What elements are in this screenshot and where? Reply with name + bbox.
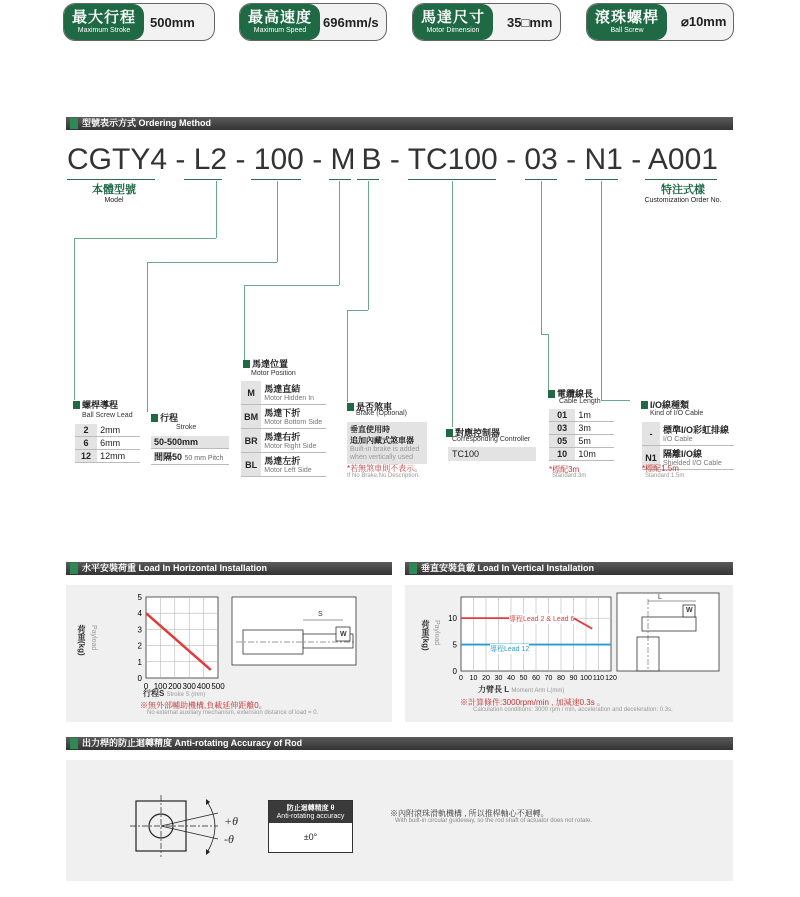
v-xtick: 40 <box>507 675 515 682</box>
spec-label-en: Maximum Speed <box>253 26 307 34</box>
v-xtick: 80 <box>557 675 565 682</box>
table-row <box>549 448 614 461</box>
spec-label-zh: 馬達尺寸 <box>421 8 486 26</box>
v-xlabel-zh: 力臂長 L <box>478 685 510 694</box>
stroke-en: Stroke <box>176 424 197 431</box>
v-series2-label: 導程Lead 12 <box>490 646 530 653</box>
code-motor: M <box>330 143 356 176</box>
model-label <box>80 181 148 204</box>
h-xtick: 500 <box>211 682 225 691</box>
v-xlabel-en: Moment Arm L(mm) <box>511 688 565 694</box>
brake-box <box>347 422 427 464</box>
v-xtick: 120 <box>605 675 617 682</box>
v-xlabel <box>478 684 564 695</box>
code-brake: B <box>361 143 382 176</box>
v-ytick: 10 <box>448 614 457 624</box>
motor-zh: 馬達直結 <box>264 384 301 394</box>
code-dash: - <box>566 143 577 176</box>
table-row <box>549 409 614 422</box>
spec-value: 35□mm <box>507 14 553 30</box>
table-cell: 50-500mm <box>151 436 229 449</box>
horizontal-bar: 水平安裝荷重 Load In Horizontal Installation <box>66 562 392 575</box>
table-cell: 01 <box>549 409 575 422</box>
spec-value: 696mm/s <box>323 14 379 30</box>
code-dash: - <box>175 143 186 176</box>
connector <box>601 400 630 401</box>
v-series1-label: 導程Lead 2 & Lead 6 <box>509 616 575 623</box>
h-ytick: 0 <box>137 674 142 683</box>
h-diagram-w: W <box>340 631 347 638</box>
table-cell: 5m <box>575 435 614 448</box>
v-xtick: 50 <box>519 675 528 682</box>
custom-label-zh: 特注式樣 <box>661 184 705 196</box>
table-row <box>151 436 229 449</box>
code-dash: - <box>235 143 246 176</box>
spec-label-en: Motor Dimension <box>426 26 480 34</box>
motor-zh: 馬達右折 <box>264 432 301 442</box>
table-cell: BR <box>241 429 261 453</box>
h-ytick: 2 <box>137 641 142 651</box>
io-title: I/O線種類 <box>641 398 689 411</box>
code-custom: A001 <box>647 143 718 176</box>
lead-en: Ball Screw Lead <box>82 412 133 419</box>
model-label-zh: 本體型號 <box>92 184 136 196</box>
connector <box>339 181 340 285</box>
cable-note-en: Standard:3m <box>552 473 587 479</box>
table-cell: 03 <box>549 422 575 435</box>
spec-label-en: Ball Screw <box>610 26 644 34</box>
v-note-en: Calculation conditions: 3000 rpm / min, acceleration and deceleration: 0.3s. <box>473 707 673 713</box>
code-model: CGTY4 <box>67 143 168 176</box>
h-diagram-s: S <box>318 611 323 618</box>
table-cell: 10 <box>549 448 575 461</box>
stroke-pitch-en: 50 mm Pitch <box>184 455 224 462</box>
cable-en: Cable Length <box>559 398 601 405</box>
h-xtick: 100 <box>153 682 168 691</box>
motor-table <box>241 381 326 477</box>
motor-zh: 馬達左折 <box>264 456 301 466</box>
underline <box>67 179 155 180</box>
h-ylabel-en: Payload <box>90 625 97 651</box>
motor-title: 馬達位置 <box>243 357 288 370</box>
cable-table <box>549 409 614 461</box>
v-note: ※計算條件:3000rpm/min , 加減速0.3s 。 <box>460 698 605 707</box>
connector <box>244 285 339 286</box>
spec-label <box>413 4 493 40</box>
v-diagram-l: L <box>658 594 662 601</box>
rod-note-en: With built-in circular guideway, so the rod shaft of actuator does not rotate. <box>395 818 592 824</box>
v-ytick: 5 <box>452 640 457 650</box>
v-xtick: 100 <box>580 675 592 682</box>
spec-label-zh: 最高速度 <box>248 8 313 26</box>
v-xtick: 30 <box>494 675 503 682</box>
table-cell <box>261 405 326 429</box>
table-cell: 2mm <box>97 424 140 437</box>
underline <box>408 179 496 180</box>
controller-en: Corresponding Controller <box>452 436 531 443</box>
h-xtick: 400 <box>196 682 211 691</box>
rod-box <box>268 800 353 853</box>
code-controller: TC100 <box>407 143 498 176</box>
underline <box>184 179 222 180</box>
h-note-en: No external auxiliary mechanism, extension distance of load = 0. <box>147 710 319 716</box>
v-xtick: 90 <box>569 675 578 682</box>
spec-value: 500mm <box>150 14 195 30</box>
table-cell: 12 <box>75 450 97 463</box>
connector <box>147 262 148 412</box>
io-zh: 隔離I/O線 <box>662 449 702 459</box>
spec-ball-screw <box>586 3 734 41</box>
table-cell: 6 <box>75 437 97 450</box>
table-row <box>241 429 326 453</box>
v-ytick-zero: 0 <box>452 667 457 676</box>
connector <box>347 310 368 311</box>
motor-en: Motor Position <box>251 370 296 377</box>
code-dash: - <box>506 143 517 176</box>
connector <box>452 181 453 427</box>
v-xtick: 10 <box>469 675 478 682</box>
table-cell <box>261 453 326 477</box>
table-cell: 10m <box>575 448 614 461</box>
rod-box-en: Anti-rotating accuracy <box>276 813 345 820</box>
controller-title: 對應控制器 <box>446 426 500 439</box>
spec-label <box>64 4 144 40</box>
table-cell: N1 <box>642 446 660 470</box>
connector <box>277 181 278 262</box>
table-cell: 05 <box>549 435 575 448</box>
v-ylabel-zh: 荷重(kg) <box>421 620 430 651</box>
underline <box>525 179 557 180</box>
stroke-pitch-zh: 間隔50 <box>154 452 183 462</box>
table-row <box>241 453 326 477</box>
lead-table <box>75 424 140 463</box>
h-note: ※無外部輔助機構,負載延伸距離0。 <box>140 701 267 710</box>
io-zh: 標準I/O彩虹排線 <box>662 425 729 435</box>
connector <box>74 238 216 239</box>
underline <box>329 179 351 180</box>
brake-en1: Built-in brake is added <box>350 446 420 453</box>
h-ytick: 1 <box>137 657 142 667</box>
table-cell: M <box>241 381 261 405</box>
io-note: *標配1.5m <box>642 464 679 473</box>
rod-value: ±0° <box>303 832 318 842</box>
table-row <box>642 422 734 446</box>
motor-en: Motor Right Side <box>264 443 317 450</box>
io-en: I/O Cable <box>662 436 693 443</box>
h-xlabel <box>143 688 205 699</box>
table-cell: - <box>642 422 660 446</box>
brake-title: 是否煞車 <box>347 400 392 413</box>
table-cell: 6mm <box>97 437 140 450</box>
h-ytick: 4 <box>137 609 142 619</box>
table-row <box>75 450 140 463</box>
cable-title: 電纜線長 <box>548 387 593 400</box>
table-cell: 2 <box>75 424 97 437</box>
connector <box>147 262 277 263</box>
cable-note: *標配3m <box>549 465 580 474</box>
table-cell <box>151 449 229 465</box>
table-cell: 3m <box>575 422 614 435</box>
brake-en: Brake (Optional) <box>356 410 407 417</box>
table-row <box>75 437 140 450</box>
spec-label-zh: 滾珠螺桿 <box>595 8 660 26</box>
code-io: N1 <box>584 143 623 176</box>
motor-zh: 馬達下折 <box>264 408 301 418</box>
brake-zh2: 追加內藏式煞車器 <box>350 436 414 445</box>
v-diagram-frame <box>617 593 719 671</box>
table-row <box>549 422 614 435</box>
connector <box>368 181 369 310</box>
table-row <box>151 449 229 465</box>
h-xlabel-en: Stroke S (mm) <box>166 692 206 698</box>
table-cell <box>660 422 734 446</box>
connector <box>74 238 75 400</box>
table-cell: BM <box>241 405 261 429</box>
code-dash: - <box>312 143 323 176</box>
underline <box>251 179 301 180</box>
table-row <box>241 405 326 429</box>
io-note-en: Standard:1.5m <box>645 473 685 479</box>
model-label-en: Model <box>104 197 124 204</box>
underline <box>357 179 379 180</box>
spec-motor-dimension <box>412 3 561 41</box>
ordering-method-bar: 型號表示方式 Ordering Method <box>66 117 733 130</box>
spec-value: ⌀10mm <box>681 14 727 29</box>
code-cable: 03 <box>524 143 558 176</box>
rod-minus: -θ <box>224 832 234 846</box>
underline <box>585 179 618 180</box>
v-xtick: 60 <box>532 675 540 682</box>
h-xtick: 300 <box>182 682 196 691</box>
spec-label-en: Maximum Stroke <box>77 26 131 34</box>
v-diagram-w: W <box>686 607 693 614</box>
v-xtick: 70 <box>544 675 553 682</box>
table-row <box>549 435 614 448</box>
code-dash: - <box>389 143 400 176</box>
spec-label <box>587 4 667 40</box>
io-en: Shielded I/O Cable <box>662 460 722 467</box>
brake-en2: when vertically used <box>350 454 414 461</box>
custom-label-en: Customization Order No. <box>644 197 722 204</box>
stroke-title: 行程 <box>151 411 178 424</box>
stroke-table <box>151 436 229 465</box>
code-stroke: 100 <box>253 143 304 176</box>
table-cell: 1m <box>575 409 614 422</box>
rod-plus: +θ <box>224 814 238 828</box>
motor-en: Motor Hidden In <box>264 395 315 402</box>
code-lead: L2 <box>193 143 228 176</box>
h-ylabel-zh: 荷重(kg) <box>77 625 86 656</box>
h-ytick: 3 <box>137 625 142 635</box>
connector <box>541 181 542 334</box>
h-xtick: 200 <box>168 682 182 691</box>
spec-label <box>240 4 320 40</box>
table-row <box>75 424 140 437</box>
connector <box>216 181 217 238</box>
brake-note-en: If No Brake,No Description. <box>347 473 420 479</box>
v-xtick: 20 <box>482 675 490 682</box>
code-dash: - <box>631 143 642 176</box>
connector <box>601 181 602 400</box>
rod-box-zh: 防止迴轉精度 θ <box>286 805 335 812</box>
table-cell <box>261 429 326 453</box>
motor-en: Motor Left Side <box>264 467 312 474</box>
v-ylabel-en: Payload <box>433 620 440 646</box>
controller-value: TC100 <box>448 447 536 461</box>
h-xtick: 0 <box>143 682 149 691</box>
spec-max-speed <box>239 3 387 41</box>
motor-en: Motor Bottom Side <box>264 419 323 426</box>
connector <box>548 334 549 392</box>
rod-box-header <box>269 801 352 823</box>
spec-label-zh: 最大行程 <box>72 8 137 26</box>
v-xtick: 110 <box>592 675 605 682</box>
lead-title: 螺桿導程 <box>73 398 118 411</box>
table-cell: BL <box>241 453 261 477</box>
connector <box>541 334 548 335</box>
vertical-bar: 垂直安裝負載 Load In Vertical Installation <box>405 562 733 575</box>
custom-label <box>632 181 734 204</box>
table-cell <box>261 381 326 405</box>
v-xtick: 0 <box>459 675 463 682</box>
h-ytick: 5 <box>137 593 142 602</box>
brake-zh1: 垂直使用時 <box>350 425 390 434</box>
spec-max-stroke <box>63 3 215 41</box>
io-en: Kind of I/O Cable <box>650 410 704 417</box>
table-cell: 12mm <box>97 450 140 463</box>
rod-note: ※內附滾珠滑軌機構 , 所以推桿軸心不迴轉。 <box>390 809 549 818</box>
brake-note: *若無煞車則不表示。 <box>347 464 423 473</box>
model-code <box>67 143 718 177</box>
connector <box>347 310 348 402</box>
underline <box>645 179 717 180</box>
rod-bar: 出力桿的防止迴轉精度 Anti-rotating Accuracy of Rod <box>66 737 733 750</box>
h-xlabel-zh: 行程S <box>143 689 165 698</box>
connector <box>244 285 245 360</box>
table-row <box>241 381 326 405</box>
